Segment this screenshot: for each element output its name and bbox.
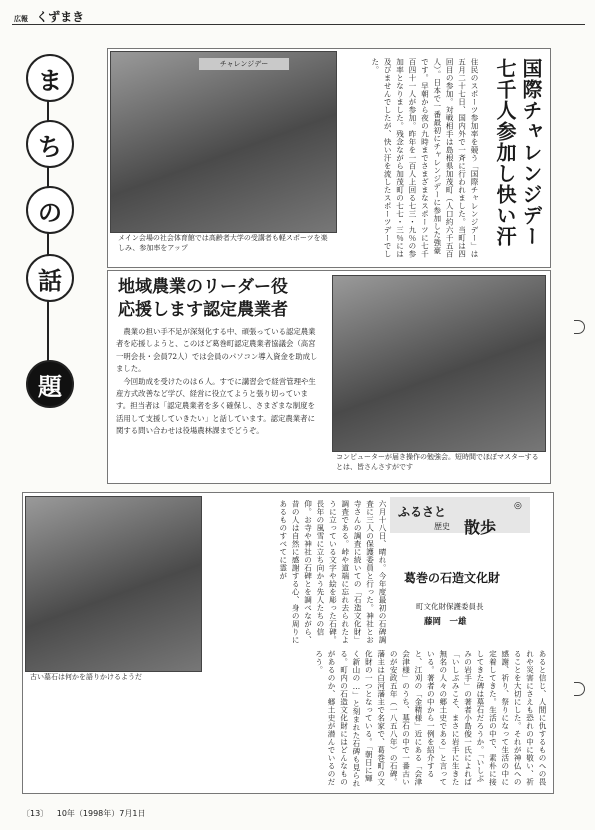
- photo-caption-3: 古い墓石は何かを語りかけるようだ: [30, 672, 200, 682]
- furusato-heading: [390, 497, 530, 647]
- page-number: 〔13〕: [22, 809, 49, 818]
- series-circle-5: 題: [26, 360, 74, 408]
- article3-subtitle: 葛巻の石造文化財: [404, 571, 501, 585]
- binding-marker-2: [574, 682, 585, 696]
- header-rule: [12, 24, 585, 25]
- article2-title-line1: 地域農業のリーダー役: [118, 277, 288, 297]
- photo-caption-2: コンピューターが届き操作の勉強会。短時間でほぼマスターするとは、皆さんさすがです: [336, 452, 542, 472]
- article1-title: 国際チャレンジデー七千人参加し快い汗: [493, 58, 543, 247]
- photo-gymnasium: [110, 51, 337, 233]
- photo-caption-1: メイン会場の社会体育館では高齢者大学の受講者も軽スポーツを楽しみ、参加率をアップ: [118, 233, 333, 253]
- series-circle-1: ま: [26, 54, 74, 102]
- masthead-prefix: 広報: [14, 15, 28, 23]
- issue-date: 10年（1998年）7月1日: [56, 809, 146, 818]
- article3-column-b: あると信じ、人間に仇するものへの畏れや災害にさえも恐れの中に敬い、祈ることを大切にした。それが神仏への感謝、祈り、祭りになって生活の中に定着してきた。生活の中で、素朴に接してきた碑は墓石だろうか。「いしぶみの岩手」の著者小島俊一氏によれば「いしぶみこそ、まさに岩手に生きた無名の人々の郷土史である」と言っている。著者の中から一例を紹介すると、江刈の「金精様」近にある「会津会津様」のうち、墓石の中で一番古いのが安政五年（一八五八年）の石碑。藩主は白河藩主で名家で、葛巻町の文化財の一つとなっている。「朝日に輝く新山の…」と刻まれた石碑も見られる。町内の石造文化財にはどんなものがあるのか、郷土史が潜んでいるのだろう。: [314, 650, 547, 788]
- article2-paragraph-1: 農業の担い手不足が深刻化する中、頑張っている認定農業者を応援しようと、このほど葛巻町認定農業者協議会（高宮一明会長・会員72人）では会員のパソコン導入資金を助成しました。: [116, 327, 318, 374]
- article3-column-a: 六月十八日、晴れ。今年度最初の石碑調査に三人の保護委員と行った。神社とお寺さんの調査に続いての「石造文化財」調査である。峠や道端に忘れ去られたように立っている文字や絵を彫った石碑。長年の風雪に立ち向かう先人たちの信仰。お寺や神社の石碑とを調べながら、昔の人は自然に感謝する心、身の周りにあるものすべてに霊が: [278, 500, 387, 644]
- photo-banner: チャレンジデー: [199, 58, 289, 70]
- photo-computer-class: [332, 275, 546, 452]
- photo-old-gravestone: [25, 496, 202, 672]
- furusato-label: ふるさと: [398, 505, 447, 519]
- author-role: 町文化財保護委員長: [416, 602, 484, 611]
- author-name: 藤岡 一雄: [424, 617, 467, 627]
- article2-body: [116, 326, 322, 476]
- article2-title-line2: 応援します認定農業者: [118, 300, 288, 320]
- article2-paragraph-2: 今回助成を受けたのは６人。すでに講習会で経営管理や生産方式改善など学び、経営に役立てようと張り切っています。担当者は「認定農業者を多く確保し、さまざまな制度を活用して支援していきたい」と話しています。認定農業者に関する問い合わせは役場農林課までどうぞ。: [116, 376, 316, 436]
- masthead-title: くずまき: [36, 10, 85, 24]
- page-footer: [22, 808, 145, 819]
- compass-icon: ◎: [514, 501, 522, 511]
- article2-title: [118, 276, 328, 322]
- sanpo-label: 散歩: [464, 518, 497, 537]
- article1-body: 住民のスポーツ参加率を競う「国際チャレンジデー」は五月二十七日、国内外で一斉に行われました。当町は四回目の参加。対戦相手は島根県加茂町（人口約六千五百人）。日本で一番最初にチャレンジデーに参加した強豪です。早朝から夜の九時までさまざまなスポーツに七千百四十一人が参加。昨年を一百人上回る七三・九％の参加率となりました。残念ながら加茂町の七七・三％には及びませんでしたが、快い汗を流したスポーツデーでした。: [370, 58, 479, 258]
- series-circle-4: 話: [26, 254, 74, 302]
- series-circle-3: の: [26, 186, 74, 234]
- masthead: [14, 6, 84, 25]
- series-circle-2: ち: [26, 120, 74, 168]
- rekishi-label: 歴史: [434, 522, 450, 531]
- binding-marker-1: [574, 320, 585, 334]
